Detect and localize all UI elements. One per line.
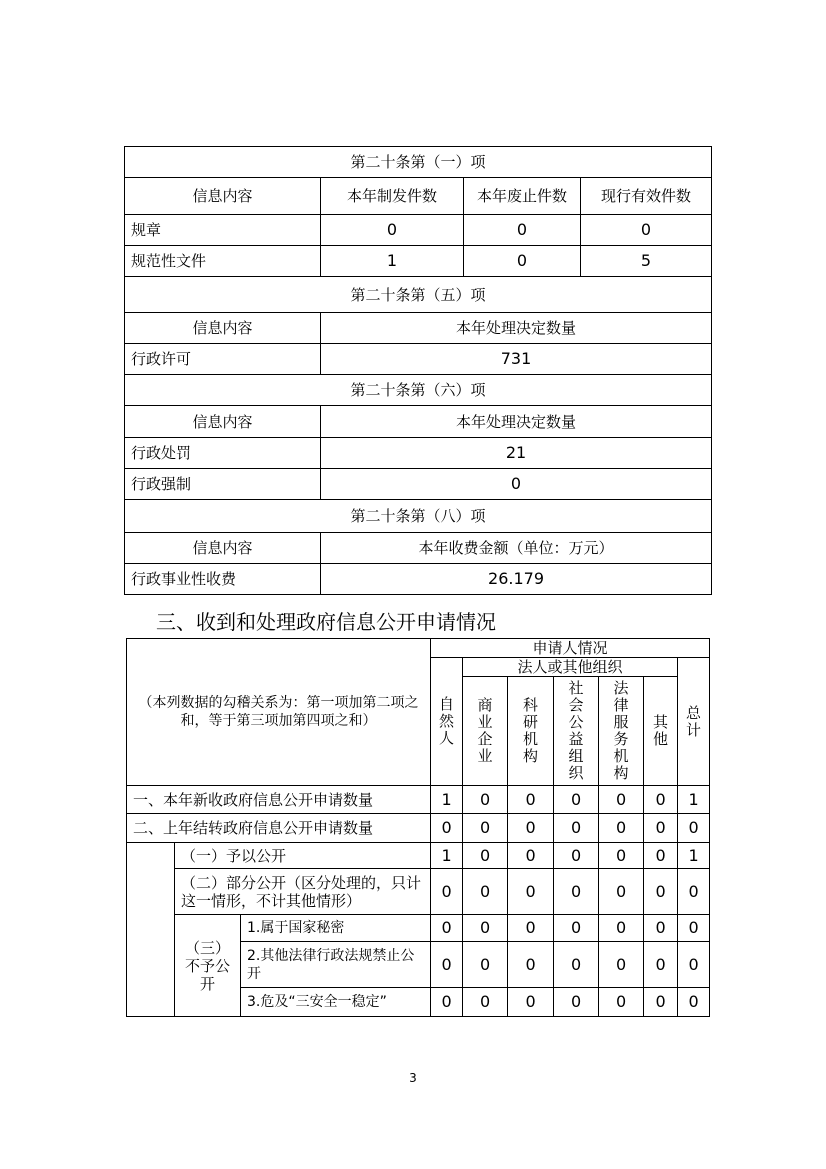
cell-value: 0 [431, 988, 463, 1017]
cell-value: 0 [508, 869, 554, 915]
cell-value: 0 [508, 786, 554, 814]
cell-value: 0 [644, 869, 678, 915]
cell-value: 0 [463, 814, 508, 843]
row-label: 一、本年新收政府信息公开申请数量 [127, 786, 431, 814]
cell-value: 0 [431, 814, 463, 843]
cell-value: 0 [678, 942, 710, 988]
col-header: 本年废止件数 [464, 178, 581, 215]
row-label: （二）部分公开（区分处理的，只计这一情形，不计其他情形） [175, 869, 431, 915]
col-header: 现行有效件数 [581, 178, 712, 215]
col-header: 社 会 公 益 组 织 [554, 677, 599, 786]
cell-value: 0 [431, 942, 463, 988]
row-label: 1.属于国家秘密 [241, 915, 431, 942]
cell-value: 0 [463, 915, 508, 942]
cell-value: 0 [599, 869, 644, 915]
cell-value: 0 [508, 814, 554, 843]
col-header: 其 他 [644, 677, 678, 786]
cell-value: 0 [554, 814, 599, 843]
col-header: 信息内容 [125, 533, 321, 564]
col-header: 信息内容 [125, 406, 321, 438]
cell-value: 21 [321, 438, 712, 469]
cell-value: 0 [678, 814, 710, 843]
cell-value: 1 [431, 786, 463, 814]
col-header: 总 计 [678, 658, 710, 786]
col-header: 科 研 机 构 [508, 677, 554, 786]
cell-value: 0 [644, 786, 678, 814]
cell-value: 0 [644, 843, 678, 869]
cell-value: 0 [599, 843, 644, 869]
cell-value: 0 [508, 988, 554, 1017]
cell-value: 0 [554, 843, 599, 869]
cell-value: 0 [431, 915, 463, 942]
cell-value: 1 [431, 843, 463, 869]
cell-value: 0 [644, 942, 678, 988]
cell-value: 0 [554, 786, 599, 814]
cell-value: 0 [644, 814, 678, 843]
cell-value: 0 [463, 843, 508, 869]
cell-value: 0 [644, 988, 678, 1017]
cell-value: 1 [678, 786, 710, 814]
row-label: 行政处罚 [125, 438, 321, 469]
cell-value: 26.179 [321, 564, 712, 595]
cell-value: 0 [599, 814, 644, 843]
row-label: 规章 [125, 215, 321, 246]
cell-value: 0 [678, 915, 710, 942]
cell-value: 0 [463, 786, 508, 814]
cell-value: 0 [599, 786, 644, 814]
cell-value: 0 [321, 215, 464, 246]
cell-value: 0 [463, 942, 508, 988]
cell-value: 0 [464, 215, 581, 246]
cell-value: 0 [599, 988, 644, 1017]
cell-value: 0 [599, 915, 644, 942]
row-label: 3.危及“三安全一稳定” [241, 988, 431, 1017]
col-header: 信息内容 [125, 313, 321, 344]
cell-value: 0 [431, 869, 463, 915]
cell-value: 0 [554, 942, 599, 988]
row-label: 2.其他法律行政法规禁止公开 [241, 942, 431, 988]
legal-header: 法人或其他组织 [463, 658, 678, 677]
cell-value: 0 [508, 843, 554, 869]
row-label: 行政事业性收费 [125, 564, 321, 595]
indent-cell [127, 843, 175, 1017]
section-title: 第二十条第（一）项 [125, 147, 712, 178]
col-header: 本年收费金额（单位：万元） [321, 533, 712, 564]
cell-value: 0 [508, 942, 554, 988]
group-label: （三）不予公开 [175, 915, 241, 1017]
cell-value: 0 [599, 942, 644, 988]
application-table [126, 638, 710, 1017]
col-header: 本年处理决定数量 [321, 406, 712, 438]
note-cell: （本列数据的勾稽关系为：第一项加第二项之和，等于第三项加第四项之和） [127, 639, 431, 786]
cell-value: 0 [678, 869, 710, 915]
section-title: 第二十条第（六）项 [125, 375, 712, 406]
cell-value: 0 [508, 915, 554, 942]
cell-value: 0 [554, 915, 599, 942]
cell-value: 0 [463, 988, 508, 1017]
cell-value: 0 [321, 469, 712, 500]
row-label: （一）予以公开 [175, 843, 431, 869]
cell-value: 0 [464, 246, 581, 277]
section-heading: 三、收到和处理政府信息公开申请情况 [156, 610, 496, 634]
section-title: 第二十条第（八）项 [125, 500, 712, 533]
col-header: 自 然 人 [431, 658, 463, 786]
applicant-header: 申请人情况 [431, 639, 710, 658]
cell-value: 0 [644, 915, 678, 942]
col-header: 本年制发件数 [321, 178, 464, 215]
cell-value: 1 [678, 843, 710, 869]
cell-value: 0 [554, 869, 599, 915]
section-title: 第二十条第（五）项 [125, 277, 712, 313]
regulation-table [124, 146, 712, 595]
col-header: 商 业 企 业 [463, 677, 508, 786]
cell-value: 0 [554, 988, 599, 1017]
row-label: 行政许可 [125, 344, 321, 375]
cell-value: 5 [581, 246, 712, 277]
col-header: 信息内容 [125, 178, 321, 215]
cell-value: 0 [581, 215, 712, 246]
cell-value: 0 [463, 869, 508, 915]
page-number: 3 [409, 1071, 417, 1085]
cell-value: 1 [321, 246, 464, 277]
row-label: 行政强制 [125, 469, 321, 500]
col-header: 法 律 服 务 机 构 [599, 677, 644, 786]
cell-value: 0 [678, 988, 710, 1017]
row-label: 规范性文件 [125, 246, 321, 277]
col-header: 本年处理决定数量 [321, 313, 712, 344]
row-label: 二、上年结转政府信息公开申请数量 [127, 814, 431, 843]
cell-value: 731 [321, 344, 712, 375]
